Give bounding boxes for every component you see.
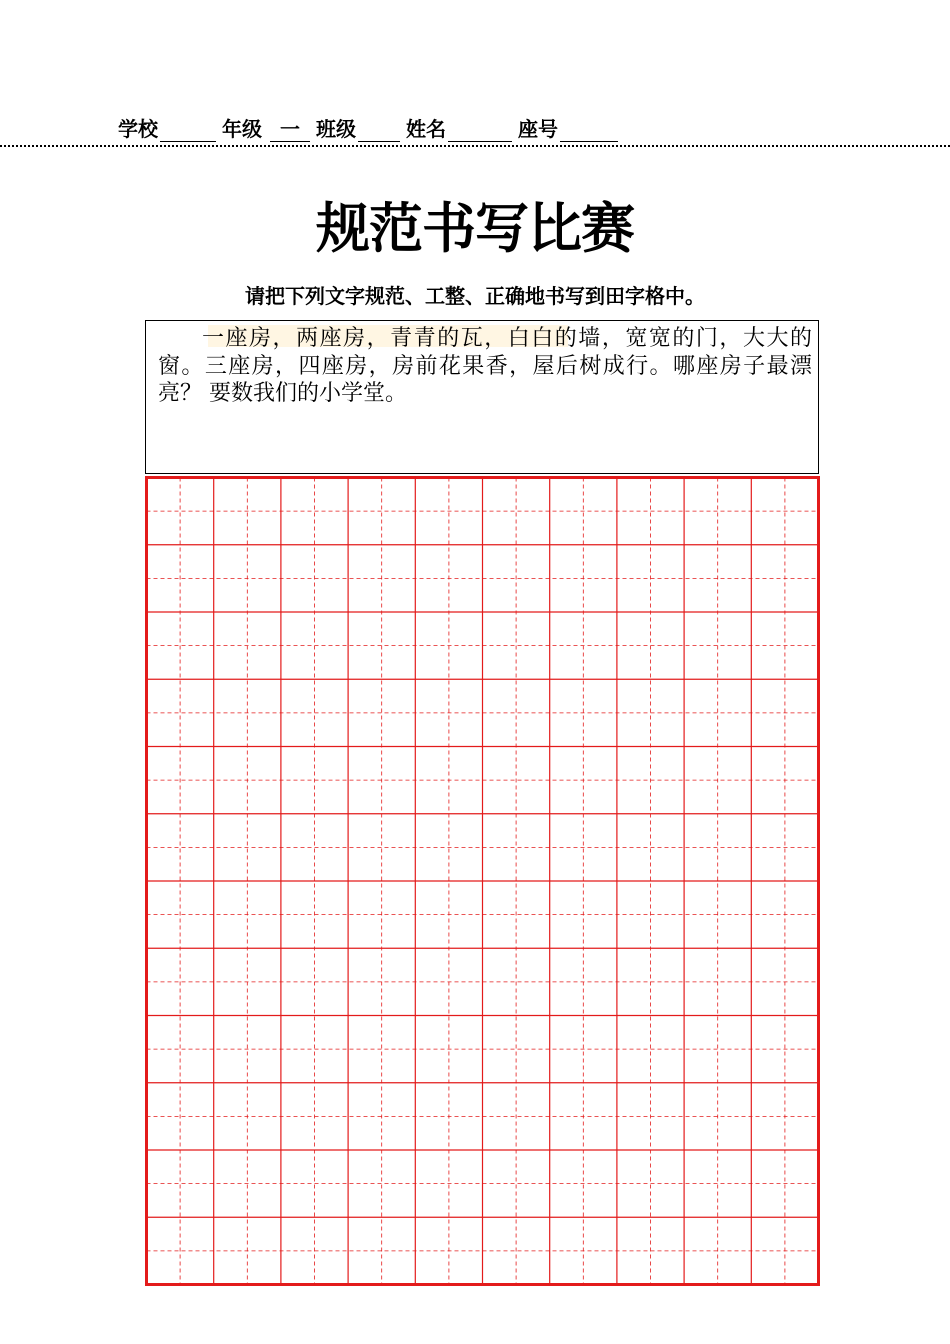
grade-label: 年级: [222, 117, 262, 141]
class-field[interactable]: [358, 117, 400, 142]
class-label: 班级: [316, 117, 356, 141]
grade-field[interactable]: 一: [270, 117, 310, 142]
tianzige-writing-grid[interactable]: [145, 476, 820, 1286]
passage-box: [145, 320, 819, 474]
page-title: 规范书写比赛: [316, 197, 634, 260]
passage-text: 一座房，两座房，青青的瓦，白白的墙，宽宽的门，大大的窗。三座房，四座房，房前花果香，屋后树成行。哪座房子最漂亮？ 要数我们的小学堂。: [158, 326, 812, 406]
school-field[interactable]: [160, 117, 216, 142]
name-label: 姓名: [406, 117, 446, 141]
dotted-separator: [0, 145, 950, 147]
seat-label: 座号: [518, 117, 558, 141]
seat-field[interactable]: [560, 117, 618, 142]
school-label: 学校: [118, 117, 158, 141]
instruction-text: 请把下列文字规范、工整、正确地书写到田字格中。: [245, 284, 705, 308]
tianzige-grid-svg[interactable]: [145, 476, 820, 1286]
student-info-line: [118, 112, 624, 142]
name-field[interactable]: [448, 117, 512, 142]
